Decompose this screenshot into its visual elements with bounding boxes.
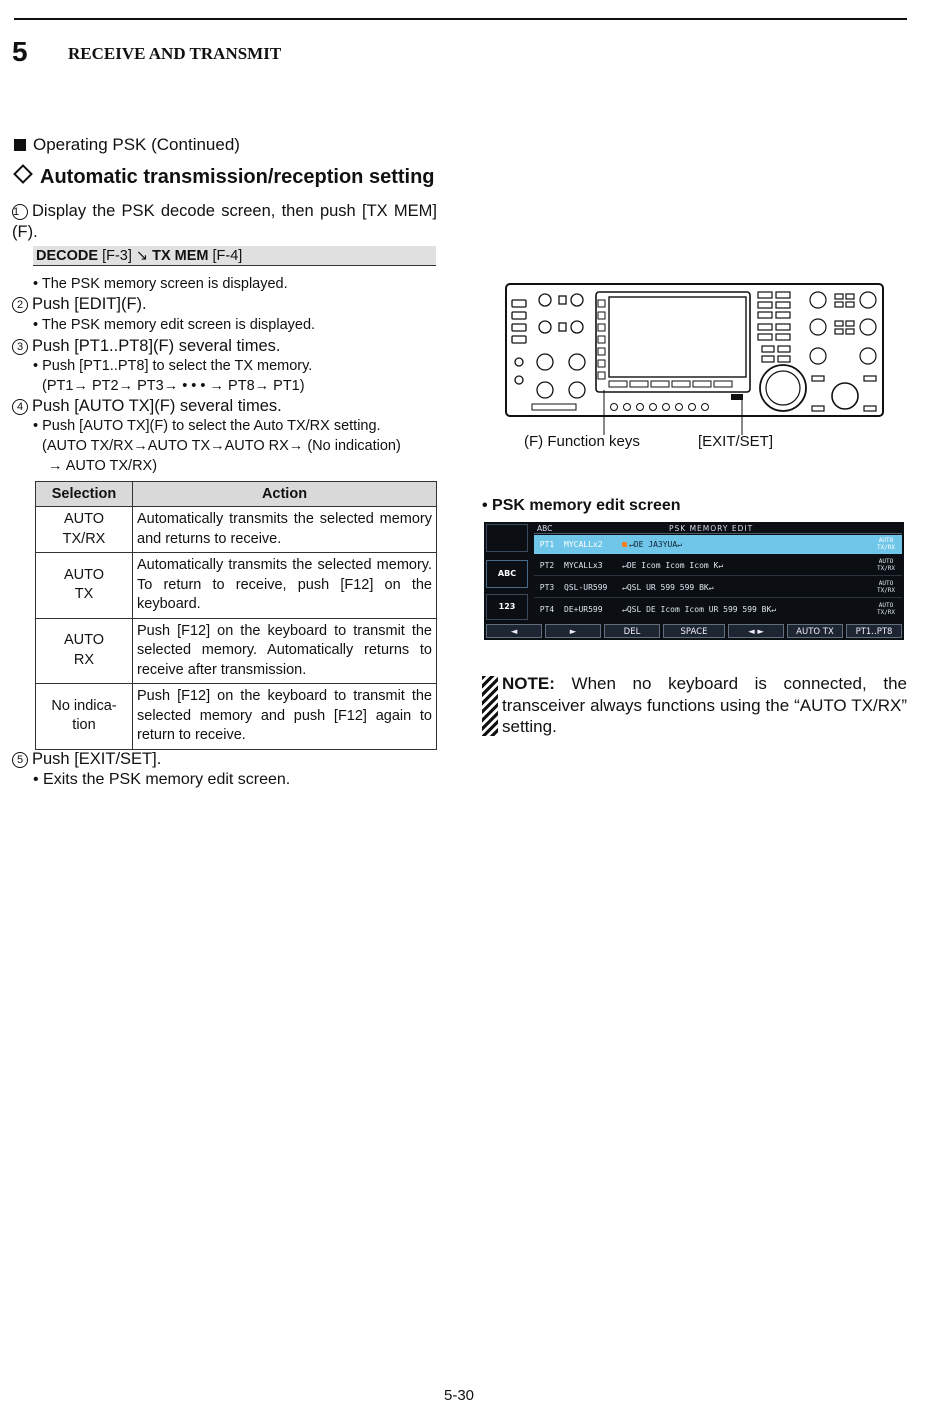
memory-row: PT4 DE+UR599 ↵QSL DE Icom Icom UR 599 599 BK↵ AUTO TX/RX: [539, 602, 896, 616]
step-2: 2 Push [EDIT](F).: [12, 294, 147, 315]
screen-side-abc: ABC: [486, 560, 528, 588]
del-key[interactable]: DEL: [604, 624, 660, 638]
screen-side-123: 123: [486, 594, 528, 620]
step-number: 3: [12, 339, 28, 355]
selection-cell: AUTO TX: [36, 553, 133, 619]
screen-title-bar: [534, 524, 902, 534]
pt-select-key[interactable]: PT1..PT8: [846, 624, 902, 638]
chapter-number: 5: [12, 36, 28, 67]
step-4-bullet-sequence: (AUTO TX/RX→AUTO TX→AUTO RX→ (No indication): [42, 438, 401, 454]
cursor-icon: [622, 542, 627, 547]
action-cell: Push [F12] on the keyboard to transmit the selected memory. Automatically returns to receive after transmission.: [133, 618, 437, 684]
square-bullet-icon: [14, 139, 26, 151]
selection-cell: No indica- tion: [36, 684, 133, 750]
action-cell: Push [F12] on the keyboard to transmit the selected memory and push [F12] again to return to receive.: [133, 684, 437, 750]
step-3-bullet-sequence: (PT1→ PT2→ PT3→ • • • → PT8→ PT1): [42, 378, 305, 394]
table-row: [36, 684, 437, 750]
note-hatch-icon: [482, 676, 498, 736]
transceiver-front-panel-illustration: [500, 280, 890, 440]
action-cell: Automatically transmits the selected memory. To return to receive, push [F12] on the keyboard.: [133, 553, 437, 619]
screen-side-blank: [486, 524, 528, 552]
note-label: NOTE:: [502, 674, 555, 693]
auto-tx-key[interactable]: AUTO TX: [787, 624, 843, 638]
step-number: 2: [12, 297, 28, 313]
memory-row: PT2 MYCALLx3 ↵DE Icom Icom Icom K↵ AUTO TX/RX: [534, 556, 902, 576]
function-keys-label: (F) Function keys: [524, 433, 640, 450]
step-3-bullet: • Push [PT1..PT8] to select the TX memory.: [33, 358, 313, 374]
step-number: 4: [12, 399, 28, 415]
page-number: 5-30: [444, 1387, 475, 1404]
column-header-action: Action: [133, 482, 437, 507]
step-number: 1: [12, 204, 28, 220]
table-row: [36, 618, 437, 684]
selection-cell: AUTO TX/RX: [36, 507, 133, 553]
screen-tab-abc: ABC: [537, 524, 553, 533]
psk-memory-edit-screen: [484, 522, 904, 640]
screen-caption: • PSK memory edit screen: [482, 497, 681, 514]
step-4: 4 Push [AUTO TX](F) several times.: [12, 396, 282, 417]
selection-cell: AUTO RX: [36, 618, 133, 684]
table-row: [36, 553, 437, 619]
cursor-move-key[interactable]: ◄ ►: [728, 624, 784, 638]
selection-table: [35, 481, 437, 750]
space-key[interactable]: SPACE: [663, 624, 725, 638]
step-2-bullet: • The PSK memory edit screen is displayed.: [33, 317, 316, 333]
exit-set-label: [EXIT/SET]: [698, 433, 774, 450]
step-1: 1 Display the PSK decode screen, then push [TX MEM](F).: [12, 202, 437, 241]
step-5-bullet: • Exits the PSK memory edit screen.: [33, 771, 291, 788]
decode-key-path: DECODE [F-3] ↘ TX MEM [F-4]: [33, 246, 436, 266]
right-arrow-key[interactable]: ►: [545, 624, 601, 638]
note-text: When no keyboard is connected, the transceiver always functions using the “AUTO TX/RX” setting.: [502, 674, 907, 736]
step-4-bullet: • Push [AUTO TX](F) to select the Auto TX/RX setting.: [33, 418, 381, 434]
step-3: 3 Push [PT1..PT8](F) several times.: [12, 336, 280, 357]
memory-row: PT1 MYCALLx2 ↵DE JA3YUA↵ AUTO TX/RX: [534, 535, 902, 554]
table-row: [36, 507, 437, 553]
note-box: [482, 673, 907, 738]
left-arrow-key[interactable]: ◄: [486, 624, 542, 638]
memory-row: PT3 QSL-UR599 ↵QSL UR 599 599 BK↵ AUTO TX/RX: [534, 578, 902, 598]
action-cell: Automatically transmits the selected memory and returns to receive.: [133, 507, 437, 553]
diamond-icon: [13, 164, 33, 184]
screen-title: PSK MEMORY EDIT: [669, 524, 754, 533]
arrow-icon: ↘: [135, 248, 149, 264]
subsection-title: Automatic transmission/reception setting: [12, 166, 435, 189]
step-5: 5 Push [EXIT/SET].: [12, 749, 161, 770]
step-1-bullet: • The PSK memory screen is displayed.: [33, 276, 288, 292]
column-header-selection: Selection: [36, 482, 133, 507]
section-title: Operating PSK (Continued): [14, 135, 240, 155]
step-4-bullet-sequence-end: → AUTO TX/RX): [48, 458, 158, 474]
chapter-title: RECEIVE AND TRANSMIT: [68, 44, 282, 63]
table-header-row: [36, 482, 437, 507]
step-number: 5: [12, 752, 28, 768]
header-rule: [14, 18, 907, 20]
